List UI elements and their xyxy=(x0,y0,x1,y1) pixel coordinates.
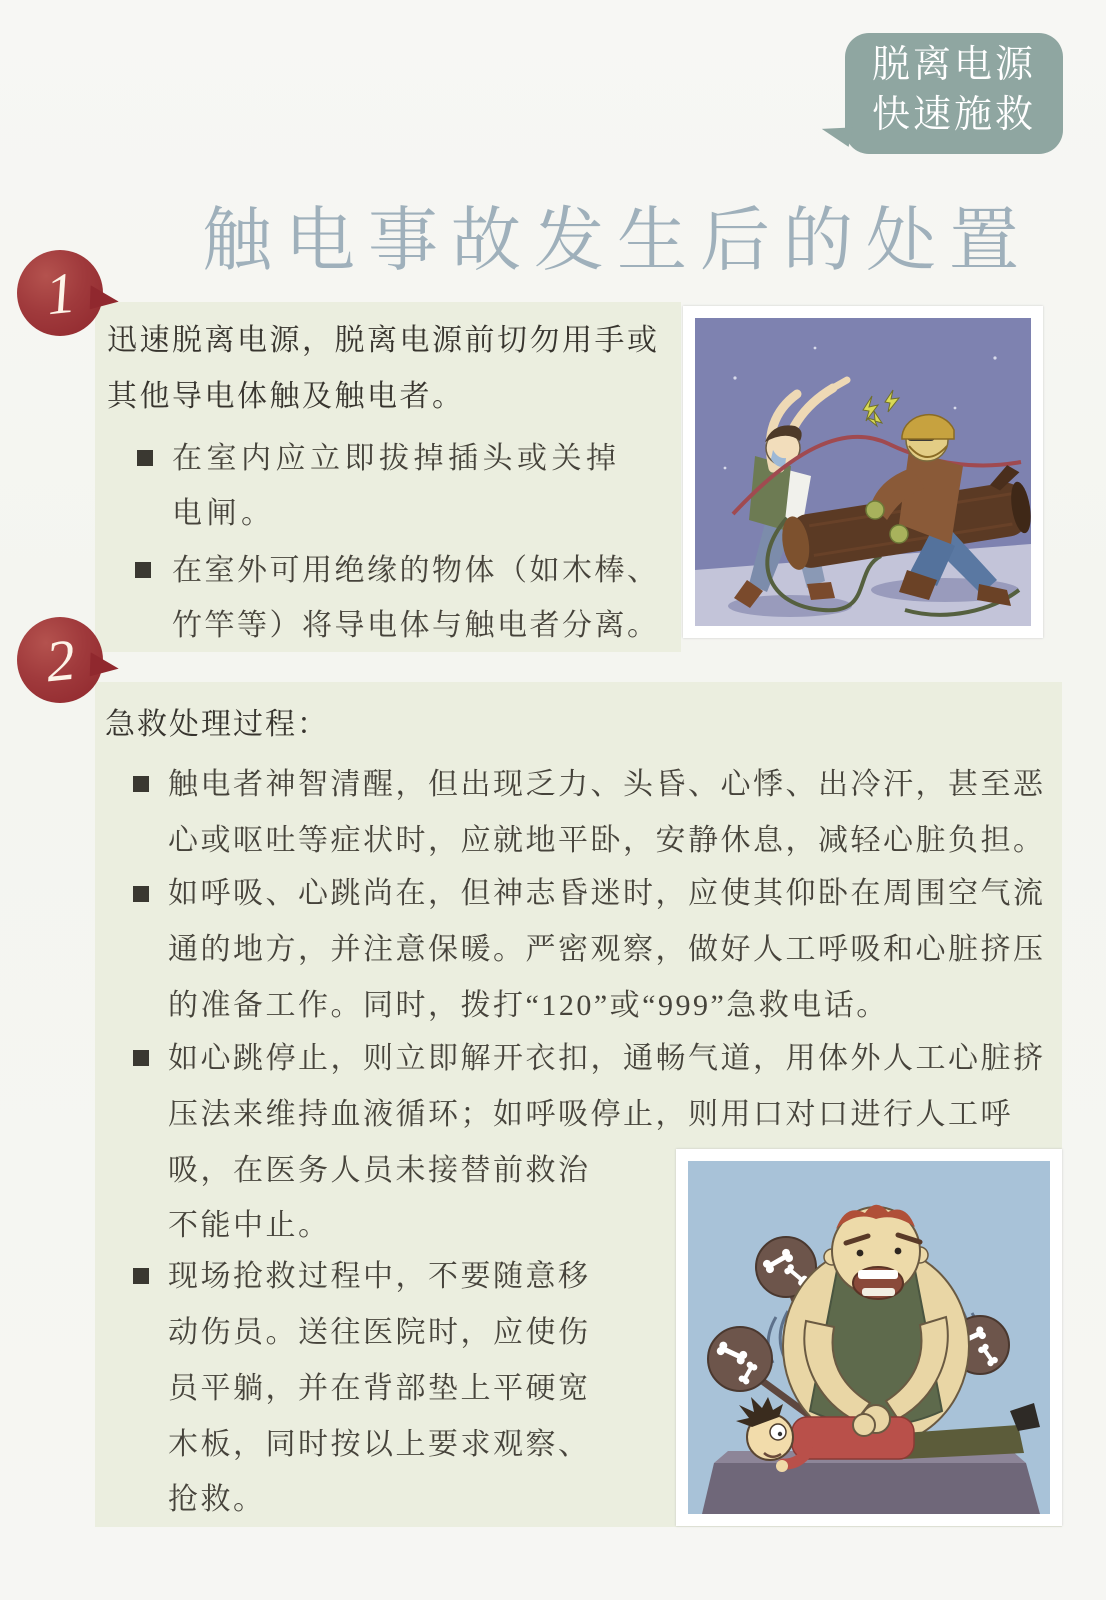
section2-bullet3-line1: 如心跳停止，则立即解开衣扣，通畅气道，用体外人工心脏挤 xyxy=(168,1042,1046,1075)
section2-bullet2-line2: 通的地方，并注意保暖。严密观察，做好人工呼吸和心脏挤压 xyxy=(168,933,1046,966)
section2-bullet4-line1: 现场抢救过程中，不要随意移 xyxy=(168,1260,591,1293)
bullet-square-icon xyxy=(135,562,151,578)
section2-bullet3-line2: 压法来维持血液循环；如呼吸停止，则用口对口进行人工呼 xyxy=(168,1098,1013,1131)
section2-bullet4-line3: 员平躺，并在背部垫上平硬宽 xyxy=(168,1372,591,1405)
section2-header: 急救处理过程： xyxy=(105,708,329,741)
bullet-square-icon xyxy=(133,1268,149,1284)
section2-bullet2-line1: 如呼吸、心跳尚在，但神志昏迷时，应使其仰卧在周围空气流 xyxy=(168,877,1046,910)
bullet-square-icon xyxy=(133,1050,149,1066)
section2-bullet4-line2: 动伤员。送往医院时，应使伤 xyxy=(168,1316,591,1349)
bullet-square-icon xyxy=(133,776,149,792)
section1-bullet2-line1: 在室外可用绝缘的物体（如木棒、 xyxy=(172,554,660,587)
section1-intro-line1: 迅速脱离电源，脱离电源前切勿用手或 xyxy=(107,324,660,357)
section1-bullet1-line2: 电闸。 xyxy=(172,497,276,530)
page-title: 触电事故发生后的处置 xyxy=(202,203,1032,280)
section2-bullet3-line3: 吸，在医务人员未接替前救治 xyxy=(168,1154,591,1187)
section1-intro-line2: 其他导电体触及触电者。 xyxy=(107,380,465,413)
callout-line1: 脱离电源 xyxy=(871,44,1036,86)
section2-number-badge xyxy=(17,617,103,703)
illustration-cpr xyxy=(676,1149,1062,1526)
section2-bullet1-line2: 心或呕吐等症状时，应就地平卧，安静休息，减轻心脏负担。 xyxy=(168,824,1046,857)
section2-bullet3-line4: 不能中止。 xyxy=(168,1209,331,1242)
callout-speech-bubble xyxy=(845,33,1063,154)
illustration-cpr-svg xyxy=(688,1161,1050,1514)
section2-bullet4-line5: 抢救。 xyxy=(168,1483,266,1516)
bullet-square-icon xyxy=(133,886,149,902)
section1-number: 1 xyxy=(42,259,78,327)
section2-bullet2-line3: 的准备工作。同时，拨打“120”或“999”急救电话。 xyxy=(168,989,889,1022)
section1-bullet2-line2: 竹竿等）将导电体与触电者分离。 xyxy=(172,609,660,642)
bullet-square-icon xyxy=(137,450,153,466)
section2-number: 2 xyxy=(42,626,78,694)
section2-bullet4-line4: 木板，同时按以上要求观察、 xyxy=(168,1428,591,1461)
illustration-log-rescue xyxy=(683,306,1043,638)
section2-bullet1-line1: 触电者神智清醒，但出现乏力、头昏、心悸、出冷汗，甚至恶 xyxy=(168,768,1046,801)
illustration-log-rescue-svg xyxy=(695,318,1031,626)
section1-bullet1-line1: 在室内应立即拔掉插头或关掉 xyxy=(172,442,621,475)
section1-number-badge xyxy=(17,250,103,336)
callout-line2: 快速施救 xyxy=(871,94,1036,136)
